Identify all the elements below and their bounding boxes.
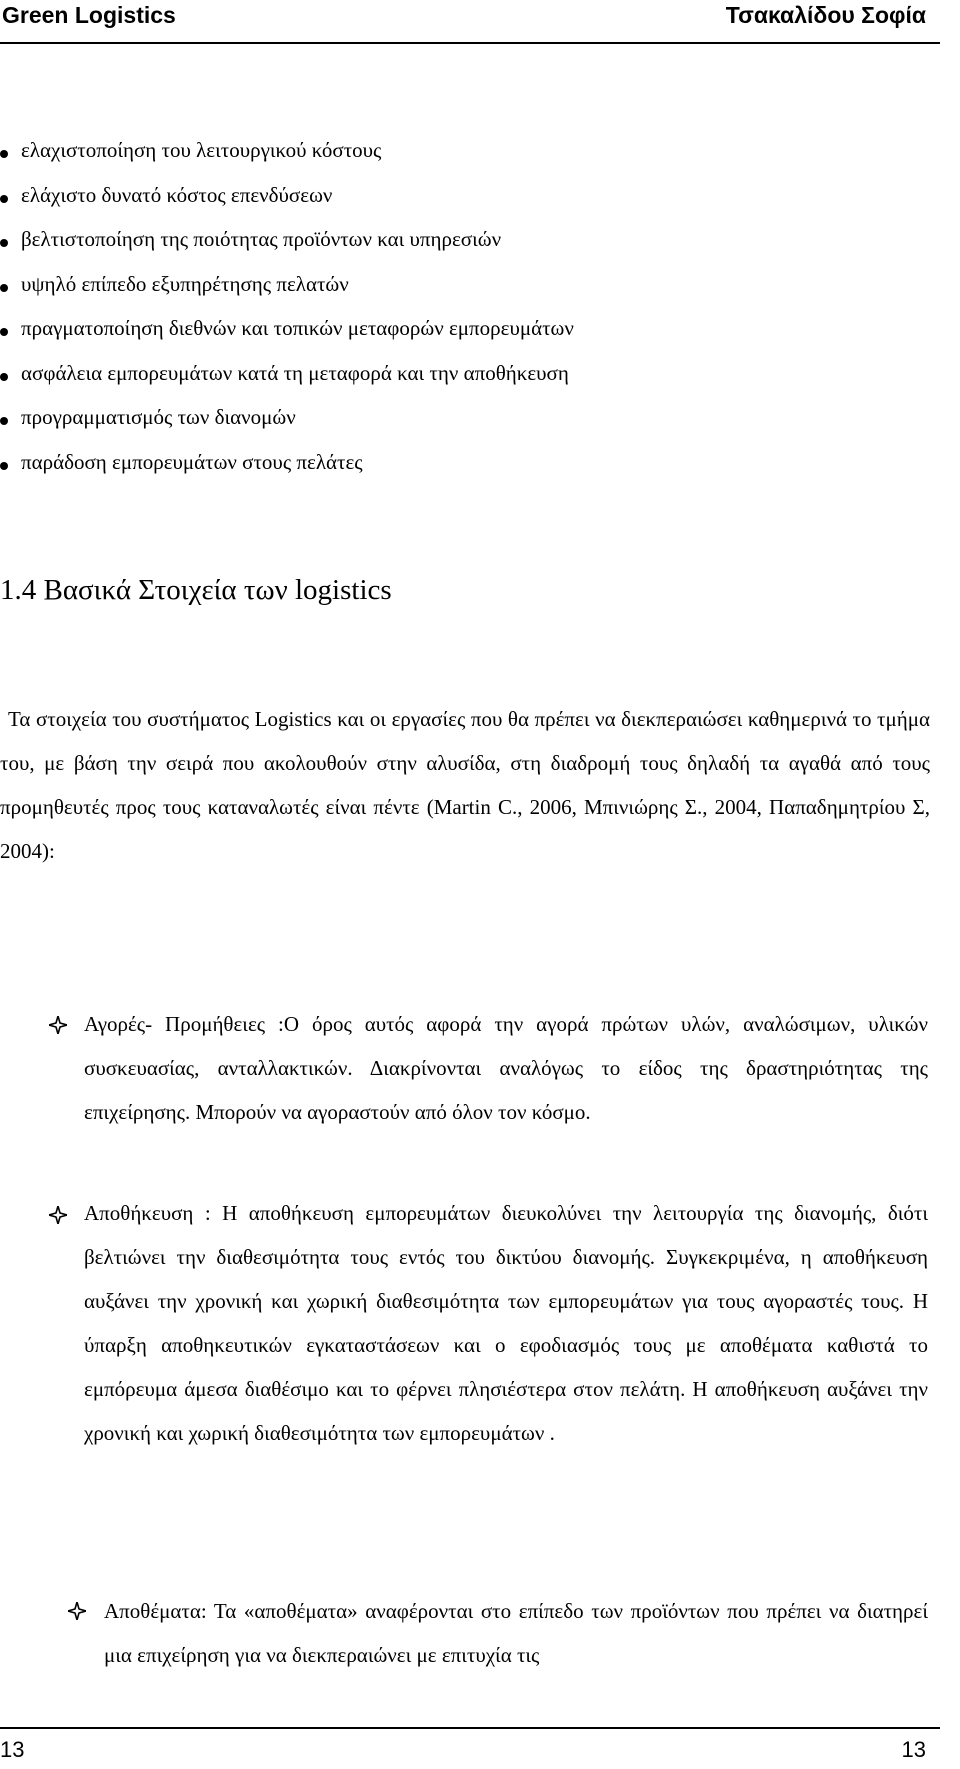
bullet-icon <box>0 239 8 247</box>
list-item-text: ελαχιστοποίηση του λειτουργικού κόστους <box>21 138 382 162</box>
footer-divider <box>0 1727 940 1729</box>
bullet-icon <box>0 195 8 203</box>
list-item-text: ασφάλεια εμπορευμάτων κατά τη μεταφορά και την αποθήκευση <box>21 360 569 385</box>
section-heading: 1.4 Βασικά Στοιχεία των logistics <box>0 574 392 606</box>
list-item <box>0 316 940 361</box>
header-divider <box>0 42 940 44</box>
list-item-text: ελάχιστο δυνατό κόστος επενδύσεων <box>21 182 333 207</box>
list-item-text: παράδοση εμπορευμάτων στους πελάτες <box>21 449 363 474</box>
diamond-bullet-icon <box>49 1016 67 1034</box>
list-item <box>0 405 940 450</box>
page-number-right: 13 <box>901 1737 926 1762</box>
list-item <box>0 138 940 183</box>
list-item-text: υψηλό επίπεδο εξυπηρέτησης πελατών <box>21 271 349 296</box>
list-item <box>0 227 940 272</box>
bullet-icon <box>0 373 8 381</box>
bullet-list <box>0 138 940 494</box>
bullet-icon <box>0 417 8 425</box>
list-item <box>0 361 940 406</box>
bullet-icon <box>0 462 8 470</box>
bullet-icon <box>0 284 8 292</box>
element-purchasing: Αγορές- Προμήθειες :Ο όρος αυτός αφορά την αγορά πρώτων υλών, αναλώσιμων, υλικών συσκευασίας, ανταλλακτικών. Διακρίνονται αναλόγως το είδος της δραστηριότητας της επιχείρησης. Μπορούν να αγοραστούν από όλον τον κόσμο. <box>84 1012 928 1124</box>
diamond-bullet-icon <box>68 1602 86 1620</box>
bullet-icon <box>0 328 8 336</box>
bullet-icon <box>0 150 8 158</box>
intro-paragraph: Τα στοιχεία του συστήματος Logistics και οι εργασίες που θα πρέπει να διεκπεραιώσει καθημερινά το τμήμα του, με βάση την σειρά που ακολουθούν στην αλυσίδα, στη διαδρομή τους δηλαδή τα αγαθά από τους προμηθευτές προς τους καταναλωτές είναι πέντε (Martin C., 2006, Μπινιώρης Σ., 2004, Παπαδημητρίου Σ, 2004): <box>0 707 930 863</box>
list-item <box>0 450 940 495</box>
list-item <box>0 272 940 317</box>
element-warehousing: Αποθήκευση : Η αποθήκευση εμπορευμάτων διευκολύνει την λειτουργία της διανομής, διότι βελτιώνει την διαθεσιμότητα τους εντός του δικτύου διανομής. Συγκεκριμένα, η αποθήκευση αυξάνει την χρονική και χωρική διαθεσιμότητα των εμπορευμάτων για τους αγοραστές τους. Η ύπαρξη αποθηκευτικών εγκαταστάσεων και ο εφοδιασμός τους με αποθέματα καθιστά το εμπόρευμα άμεσα διαθέσιμο και το φέρνει πλησιέστερα στον πελάτη. Η αποθήκευση αυξάνει την χρονική και χωρική διαθεσιμότητα των εμπορευμάτων . <box>84 1201 928 1445</box>
list-item-text: προγραμματισμός των διανομών <box>21 405 296 429</box>
element-inventory: Αποθέματα: Τα «αποθέματα» αναφέρονται στο επίπεδο των προϊόντων που πρέπει να διατηρεί μια επιχείρηση για να διεκπεραιώνει με επιτυχία τις <box>104 1599 928 1667</box>
list-item <box>0 183 940 228</box>
list-item-text: πραγματοποίηση διεθνών και τοπικών μεταφορών εμπορευμάτων <box>21 316 574 340</box>
page-header <box>0 0 960 44</box>
header-author: Τσακαλίδου Σοφία <box>725 2 926 28</box>
diamond-bullet-icon <box>49 1206 67 1224</box>
page-number-left: 13 <box>0 1737 25 1762</box>
list-item-text: βελτιστοποίηση της ποιότητας προϊόντων και υπηρεσιών <box>21 227 502 251</box>
header-title: Green Logistics <box>2 2 176 28</box>
